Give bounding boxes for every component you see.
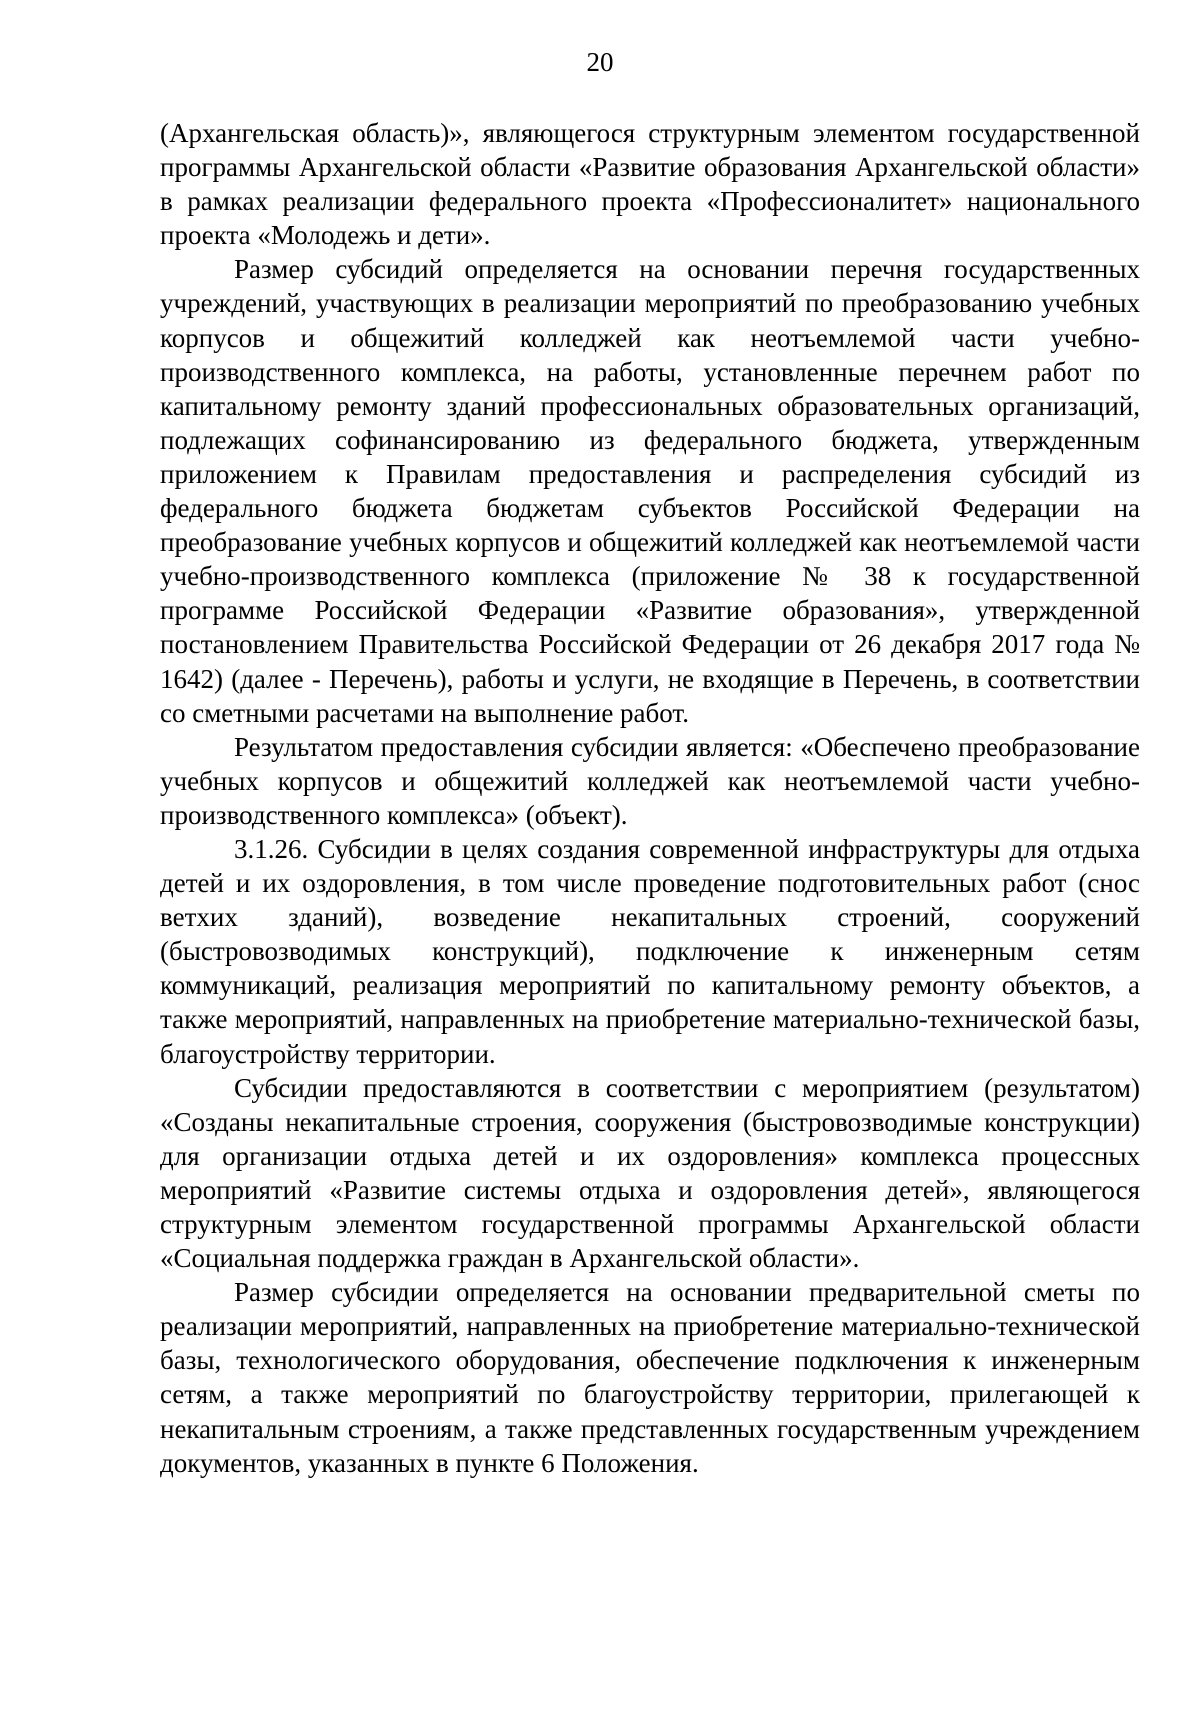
paragraph-subsidy-result: Результатом предоставления субсидии является: «Обеспечено преобразование учебных корпусов и общежитий колледжей как неотъемлемой части учебно-производственного комплекса» (объект).: [160, 731, 1140, 830]
paragraph-section-3-1-26: 3.1.26. Субсидии в целях создания современной инфраструктуры для отдыха детей и их оздоровления, в том числе проведение подготовительных работ (снос ветхих зданий), возведение некапитальных строений, сооружений (быстровозводимых конструкций), подключение к инженерным сетям коммуникаций, реализация мероприятий по капитальному ремонту объектов, а также мероприятий, направленных на приобретение материально-технической базы, благоустройству территории.: [160, 833, 1140, 1069]
paragraph-subsidy-estimate: Размер субсидии определяется на основании предварительной сметы по реализации мероприятий, направленных на приобретение материально-технической базы, технологического оборудования, обеспечение подключения к инженерным сетям, а также мероприятий по благоустройству территории, прилегающей к некапитальным строениям, а также представленных государственным учреждением документов, указанных в пункте 6 Положения.: [160, 1277, 1140, 1478]
paragraph-subsidy-provision: Субсидии предоставляются в соответствии с мероприятием (результатом) «Созданы некапитальные строения, сооружения (быстровозводимые конструкции) для организации отдыха детей и их оздоровления» комплекса процессных мероприятий «Развитие системы отдыха и оздоровления детей», являющегося структурным элементом государственной программы Архангельской области «Социальная поддержка граждан в Архангельской области».: [160, 1072, 1140, 1274]
paragraph-continuation: (Архангельская область)», являющегося структурным элементом государственной программы Архангельской области «Развитие образования Архангельской области» в рамках реализации федерального проекта «Профессионалитет» национального проекта «Молодежь и дети».: [160, 118, 1140, 251]
document-body: [160, 116, 1140, 1480]
page-number: 20: [586, 47, 614, 77]
paragraph-subsidy-size: Размер субсидий определяется на основании перечня государственных учреждений, участвующих в реализации мероприятий по преобразованию учебных корпусов и общежитий колледжей как неотъемлемой части учебно-производственного комплекса, на работы, установленные перечнем работ по капитальному ремонту зданий профессиональных образовательных организаций, подлежащих софинансированию из федерального бюджета, утвержденным приложением к Правилам предоставления и распределения субсидий из федерального бюджета бюджетам субъектов Российской Федерации на преобразование учебных корпусов и общежитий колледжей как неотъемлемой части учебно-производственного комплекса (приложение № 38 к государственной программе Российской Федерации «Развитие образования», утвержденной постановлением Правительства Российской Федерации от 26 декабря 2017 года № 1642) (далее - Перечень), работы и услуги, не входящие в Перечень, в соответствии со сметными расчетами на выполнение работ.: [160, 254, 1140, 728]
